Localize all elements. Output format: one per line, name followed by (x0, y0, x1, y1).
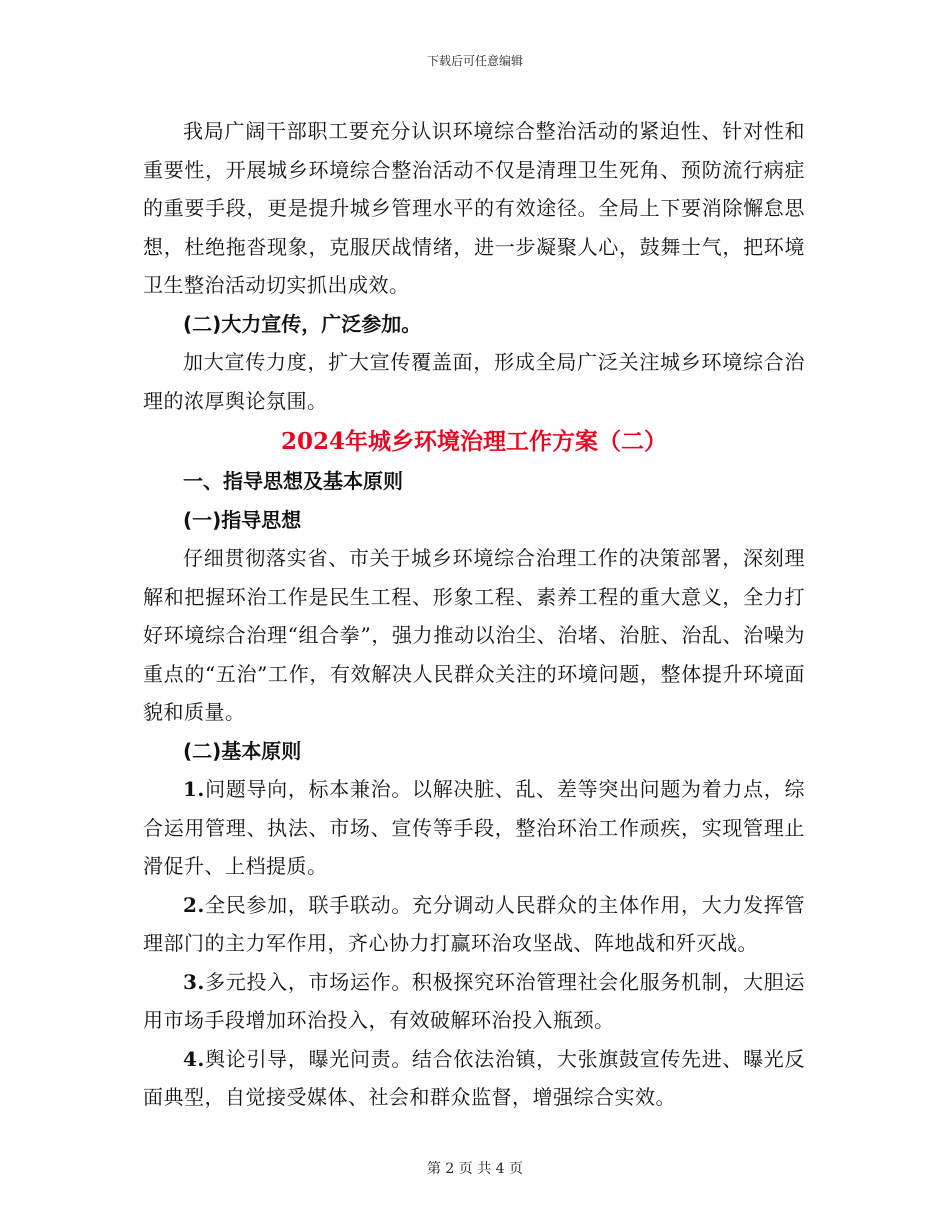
principle-text: 多元投入，市场运作。积极探究环治管理社会化服务机制，大胆运用市场手段增加环治投入，有效破解环治投入瓶颈。 (143, 969, 805, 1032)
principle-text: 舆论引导，曝光问责。结合依法治镇，大张旗鼓宣传先进、曝光反面典型，自觉接受媒体、社会和群众监督，增强综合实效。 (143, 1046, 805, 1109)
principle-text: 问题导向，标本兼治。以解决脏、乱、差等突出问题为着力点，综合运用管理、执法、市场、宣传等手段，整治环治工作顽疾，实现管理止滑促升、上档提质。 (143, 777, 805, 878)
heading-propaganda: (二)大力宣传，广泛参加。 (183, 311, 422, 336)
principle-item-2 (143, 886, 805, 963)
section-heading-guiding: 一、指导思想及基本原则 (183, 469, 403, 493)
principle-number: 3. (183, 969, 205, 994)
principle-number: 4. (183, 1046, 205, 1071)
document-body (143, 112, 805, 1117)
subsection-heading-basic-principles: (二)基本原则 (183, 738, 302, 763)
principle-number: 2. (183, 892, 205, 917)
principle-text: 全民参加，联手联动。充分调动人民群众的主体作用，大力发挥管理部门的主力军作用，齐心协力打赢环治攻坚战、阵地战和歼灭战。 (143, 892, 805, 955)
paragraph-propaganda: 加大宣传力度，扩大宣传覆盖面，形成全局广泛关注城乡环境综合治理的浓厚舆论氛围。 (143, 350, 805, 413)
subsection-heading-guiding-ideology: (一)指导思想 (183, 507, 302, 532)
document-title: 2024年城乡环境治理工作方案（二） (280, 428, 667, 455)
page-footer: 第 2 页 共 4 页 (426, 1161, 524, 1177)
principle-item-1 (143, 770, 805, 886)
page-header: 下载后可任意编辑 (426, 54, 523, 68)
paragraph-guiding-ideology: 仔细贯彻落实省、市关于城乡环境综合治理工作的决策部署，深刻理解和把握环治工作是民生工程、形象工程、素养工程的重大意义，全力打好环境综合治理“组合拳”，强力推动以治尘、治堵、治脏、治乱、治噪为重点的“五治”工作，有效解决人民群众关注的环境问题，整体提升环境面貌和质量。 (143, 546, 805, 724)
paragraph-awareness: 我局广阔干部职工要充分认识环境综合整治活动的紧迫性、针对性和重要性，开展城乡环境综合整治活动不仅是清理卫生死角、预防流行病症的重要手段，更是提升城乡管理水平的有效途径。全局上下要消除懈怠思想，杜绝拖沓现象，克服厌战情绪，进一步凝聚人心，鼓舞士气，把环境卫生整治活动切实抓出成效。 (143, 119, 805, 297)
principle-number: 1. (183, 777, 205, 801)
principle-item-3 (143, 963, 805, 1040)
principle-item-4 (143, 1040, 805, 1117)
